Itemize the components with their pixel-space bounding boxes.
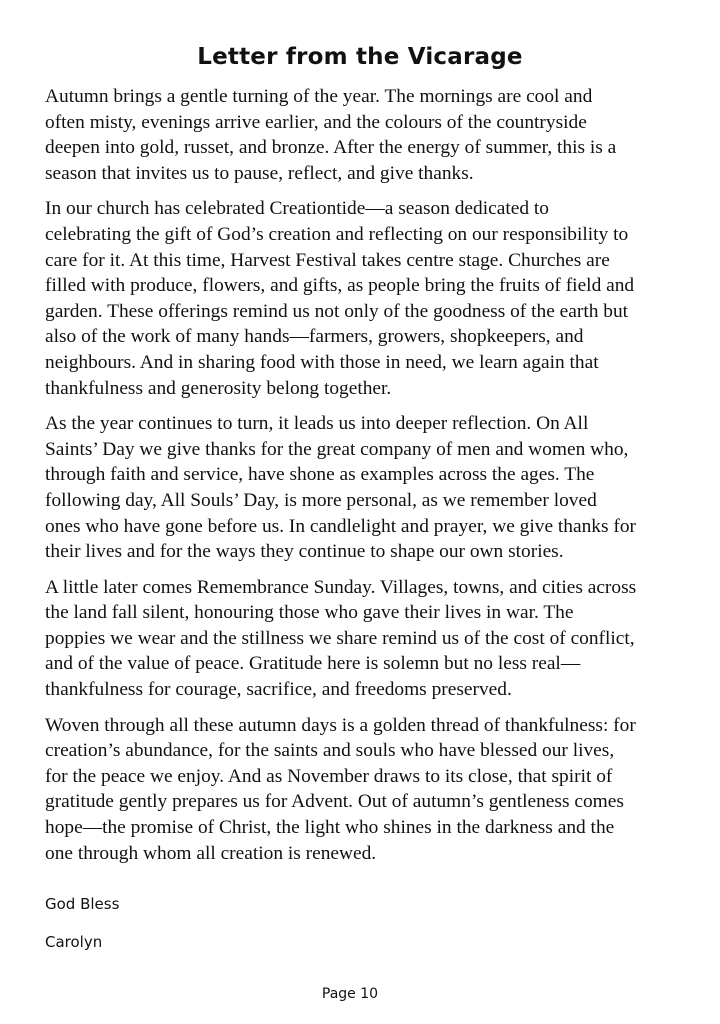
text-line: and of the value of peace. Gratitude here is solemn but no less real— bbox=[45, 653, 581, 675]
paragraph-4 bbox=[45, 575, 715, 703]
text-line: Saints’ Day we give thanks for the great company of men and women who, bbox=[45, 438, 629, 460]
text-line: poppies we wear and the stillness we share remind us of the cost of conflict, bbox=[45, 627, 635, 649]
text-line: also of the work of many hands—farmers, growers, shopkeepers, and bbox=[45, 326, 584, 348]
closing-blessing: God Bless bbox=[45, 895, 120, 913]
text-line: their lives and for the ways they continue to shape our own stories. bbox=[45, 541, 564, 563]
paragraph-2 bbox=[45, 196, 715, 401]
page-title: Letter from the Vicarage bbox=[197, 44, 523, 70]
text-line: season that invites us to pause, reflect, and give thanks. bbox=[45, 162, 474, 184]
text-line: gratitude gently prepares us for Advent. Out of autumn’s gentleness comes bbox=[45, 791, 624, 813]
text-line: hope—the promise of Christ, the light who shines in the darkness and the bbox=[45, 817, 615, 839]
text-line: A little later comes Remembrance Sunday. Villages, towns, and cities across bbox=[45, 576, 637, 598]
text-line: filled with produce, flowers, and gifts, as people bring the fruits of field and bbox=[45, 275, 635, 297]
text-line: celebrating the gift of God’s creation and reflecting on our responsibility to bbox=[45, 223, 629, 245]
text-line: In our church has celebrated Creationtide—a season dedicated to bbox=[45, 198, 549, 220]
text-line: for the peace we enjoy. And as November draws to its close, that spirit of bbox=[45, 765, 613, 787]
text-line: through faith and service, have shone as examples across the ages. The bbox=[45, 464, 595, 486]
text-line: creation’s abundance, for the saints and souls who have blessed our lives, bbox=[45, 740, 615, 762]
text-line: thankfulness and generosity belong together. bbox=[45, 377, 392, 399]
paragraph-3 bbox=[45, 411, 715, 565]
paragraph-5 bbox=[45, 713, 715, 867]
text-line: deepen into gold, russet, and bronze. After the energy of summer, this is a bbox=[45, 137, 617, 159]
text-line: As the year continues to turn, it leads us into deeper reflection. On All bbox=[45, 413, 589, 435]
text-line: one through whom all creation is renewed. bbox=[45, 842, 377, 864]
text-line: following day, All Souls’ Day, is more personal, as we remember loved bbox=[45, 489, 597, 511]
text-line: Autumn brings a gentle turning of the year. The mornings are cool and bbox=[45, 86, 593, 107]
text-line: Woven through all these autumn days is a golden thread of thankfulness: for bbox=[45, 714, 636, 736]
paragraph-1 bbox=[45, 84, 715, 186]
text-line: often misty, evenings arrive earlier, and the colours of the countryside bbox=[45, 111, 587, 133]
letter-body bbox=[45, 84, 715, 876]
text-line: neighbours. And in sharing food with those in need, we learn again that bbox=[45, 351, 599, 373]
signature: Carolyn bbox=[45, 933, 103, 951]
page-number: Page 10 bbox=[321, 986, 379, 1002]
text-line: ones who have gone before us. In candlelight and prayer, we give thanks for bbox=[45, 515, 636, 537]
text-line: garden. These offerings remind us not only of the goodness of the earth but bbox=[45, 300, 629, 322]
text-line: the land fall silent, honouring those who gave their lives in war. The bbox=[45, 602, 574, 624]
text-line: thankfulness for courage, sacrifice, and freedoms preserved. bbox=[45, 679, 512, 701]
text-line: care for it. At this time, Harvest Festival takes centre stage. Churches are bbox=[45, 249, 610, 271]
